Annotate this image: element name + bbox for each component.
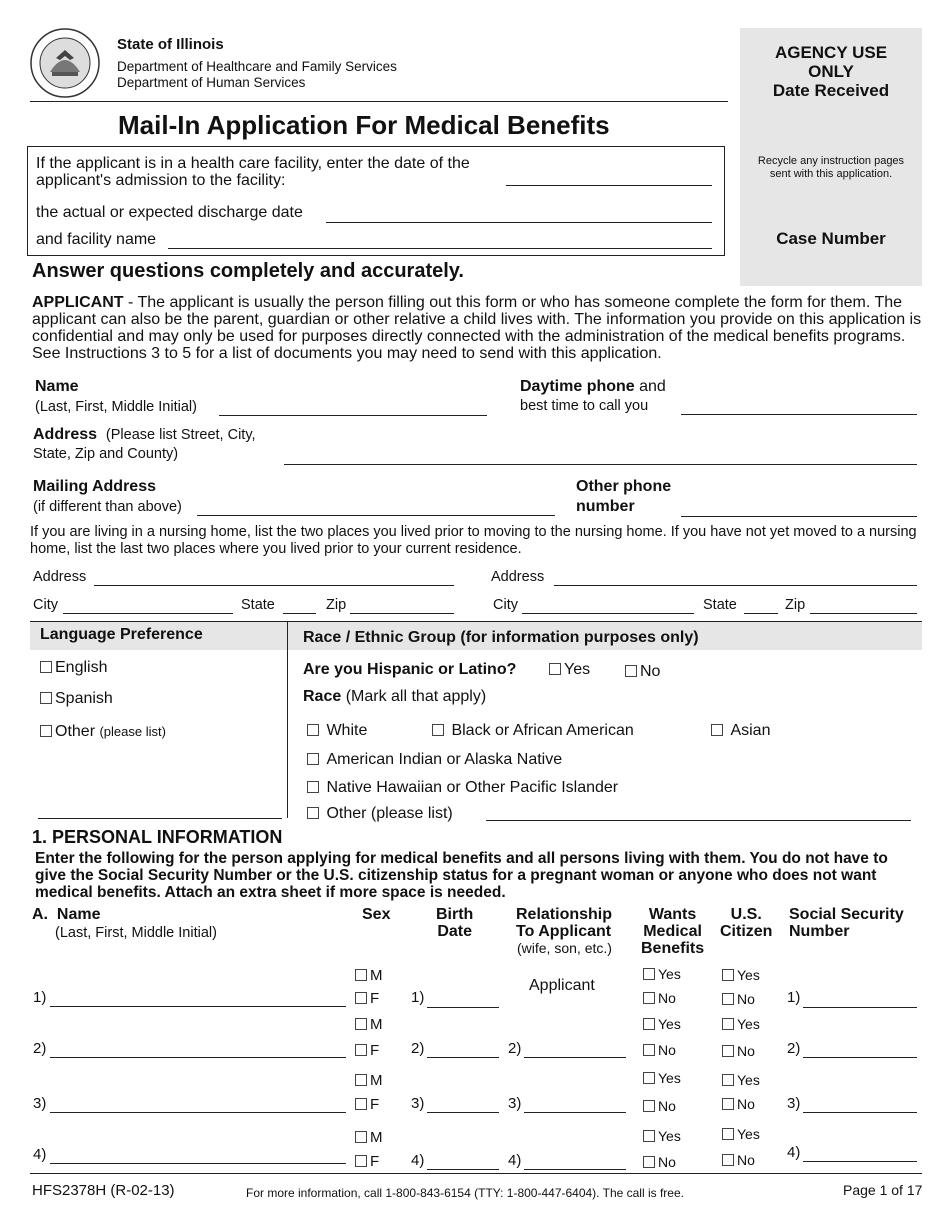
other-phone-label1: Other phone bbox=[576, 478, 672, 495]
address-label-group bbox=[33, 426, 256, 444]
col-rel2: To Applicant bbox=[516, 923, 612, 940]
row3-wants-yes[interactable] bbox=[643, 1070, 681, 1086]
row1-name-field[interactable] bbox=[50, 1006, 346, 1007]
date-received-label: Date Received bbox=[772, 81, 890, 100]
facility-line1: If the applicant is in a health care facility, enter the date of the bbox=[36, 155, 470, 172]
state2-field[interactable] bbox=[744, 613, 778, 614]
row1-ssn-field[interactable] bbox=[803, 1007, 917, 1008]
address-label: Address bbox=[33, 426, 98, 443]
col-wants2: Medical bbox=[643, 923, 702, 940]
race-black-option[interactable] bbox=[432, 722, 634, 740]
lang-english-label: English bbox=[55, 659, 108, 676]
row2-birth-number: 2) bbox=[411, 1040, 425, 1057]
agency-only-label: ONLY bbox=[808, 62, 854, 81]
row2-citizen-yes-checkbox[interactable] bbox=[722, 1018, 734, 1030]
lang-spanish-checkbox[interactable] bbox=[40, 692, 52, 704]
city2-field[interactable] bbox=[522, 613, 694, 614]
col-a-label: A. bbox=[32, 906, 48, 923]
zip1-label: Zip bbox=[326, 597, 347, 613]
row2-citizen-no-label: No bbox=[737, 1043, 755, 1059]
row4-f-checkbox[interactable] bbox=[355, 1155, 367, 1167]
row2-ssn-number: 2) bbox=[787, 1040, 801, 1057]
facility-name-field[interactable] bbox=[168, 248, 712, 249]
row2-number: 2) bbox=[33, 1040, 47, 1057]
row4-wants-no-checkbox[interactable] bbox=[643, 1156, 655, 1168]
row3-wants-no-checkbox[interactable] bbox=[643, 1100, 655, 1112]
col-birth-header bbox=[436, 906, 473, 940]
row2-wants-no-label: No bbox=[658, 1042, 676, 1058]
row2-sex-m[interactable] bbox=[355, 1016, 383, 1033]
row4-wants-yes[interactable] bbox=[643, 1128, 681, 1144]
row4-sex-f[interactable] bbox=[355, 1153, 379, 1170]
row3-birth-field[interactable] bbox=[427, 1112, 499, 1113]
mailing-label: Mailing Address bbox=[33, 478, 156, 495]
race-title: Race / Ethnic Group (for information purposes only) bbox=[303, 629, 699, 646]
row4-citizen-yes[interactable] bbox=[722, 1126, 760, 1142]
race-indian-checkbox[interactable] bbox=[307, 753, 319, 765]
hispanic-no-label: No bbox=[640, 663, 661, 680]
row1-sex-f[interactable] bbox=[355, 990, 379, 1007]
zip2-field[interactable] bbox=[810, 613, 917, 614]
row1-wants-yes[interactable] bbox=[643, 966, 681, 982]
row3-citizen-yes[interactable] bbox=[722, 1072, 760, 1088]
race-white-label: White bbox=[326, 722, 368, 739]
col-wants1: Wants bbox=[648, 906, 697, 923]
col-us2: Citizen bbox=[720, 923, 773, 940]
address-sublabel2: State, Zip and County) bbox=[33, 446, 179, 462]
race-label-sub: (Mark all that apply) bbox=[341, 688, 487, 705]
lang-other-label: Other bbox=[55, 723, 96, 740]
agency-use-label: AGENCY USE bbox=[774, 43, 888, 62]
row4-citizen-no[interactable] bbox=[722, 1152, 755, 1168]
row2-citizen-yes[interactable] bbox=[722, 1016, 760, 1032]
lang-other-option[interactable] bbox=[40, 723, 166, 741]
row3-wants-yes-checkbox[interactable] bbox=[643, 1072, 655, 1084]
row4-wants-no[interactable] bbox=[643, 1154, 676, 1170]
other-phone-field[interactable] bbox=[681, 516, 917, 517]
col-birth2: Date bbox=[437, 923, 472, 940]
row4-citizen-no-label: No bbox=[737, 1152, 755, 1168]
city2-label: City bbox=[493, 597, 518, 613]
race-asian-checkbox[interactable] bbox=[711, 724, 723, 736]
row2-wants-yes-label: Yes bbox=[658, 1016, 681, 1032]
row3-m-label: M bbox=[370, 1072, 383, 1089]
race-other-label: Other (please list) bbox=[326, 805, 453, 822]
col-wants3: Benefits bbox=[641, 940, 705, 957]
row4-citizen-yes-label: Yes bbox=[737, 1126, 760, 1142]
state1-label: State bbox=[241, 597, 275, 613]
col-us1: U.S. bbox=[730, 906, 762, 923]
row2-wants-yes[interactable] bbox=[643, 1016, 681, 1032]
row4-rel-number: 4) bbox=[508, 1152, 522, 1169]
race-hawaiian-option[interactable] bbox=[307, 779, 618, 797]
row4-ssn-number: 4) bbox=[787, 1144, 801, 1161]
lang-english-option[interactable] bbox=[40, 659, 107, 677]
lang-spanish-option[interactable] bbox=[40, 690, 113, 708]
race-other-field[interactable] bbox=[486, 820, 911, 821]
zip1-field[interactable] bbox=[350, 613, 454, 614]
phone-label bbox=[520, 378, 666, 396]
row1-wants-yes-label: Yes bbox=[658, 966, 681, 982]
nursing-instruction: If you are living in a nursing home, list the two places you lived prior to moving to the nursing home. If you have not yet moved to a nursing home, list the last two places where you lived prior to your current residence. bbox=[30, 524, 917, 557]
col-name-header bbox=[32, 906, 100, 924]
race-indian-label: American Indian or Alaska Native bbox=[326, 751, 563, 768]
row4-citizen-no-checkbox[interactable] bbox=[722, 1154, 734, 1166]
discharge-label: the actual or expected discharge date bbox=[36, 204, 303, 221]
lang-other-sublabel: (please list) bbox=[99, 724, 166, 739]
facility-instruction bbox=[36, 155, 470, 189]
prior-address1-field[interactable] bbox=[94, 585, 454, 586]
personal-instructions: Enter the following for the person applying for medical benefits and all persons living with them. You do not have to give the Social Security Number or the U.S. citizenship status for a pregnant woman or anyone who does not want medical benefits. Attach an extra sheet if more space is needed. bbox=[35, 850, 888, 901]
state2-label: State bbox=[703, 597, 737, 613]
row4-f-label: F bbox=[370, 1153, 380, 1170]
row2-citizen-no[interactable] bbox=[722, 1043, 755, 1059]
row1-f-label: F bbox=[370, 990, 380, 1007]
row4-wants-no-label: No bbox=[658, 1154, 676, 1170]
footer-info: For more information, call 1-800-843-6154 (TTY: 1-800-447-6404). The call is free. bbox=[246, 1186, 684, 1200]
phone-label-and: and bbox=[634, 378, 666, 395]
admission-date-field[interactable] bbox=[506, 185, 712, 186]
address-field[interactable] bbox=[284, 464, 917, 465]
state-name: State of Illinois bbox=[117, 36, 224, 53]
personal-section-title: 1. PERSONAL INFORMATION bbox=[32, 827, 283, 847]
department-dhs: Department of Human Services bbox=[117, 75, 306, 90]
col-ssn2: Number bbox=[789, 923, 850, 940]
race-white-option[interactable] bbox=[307, 722, 367, 740]
hispanic-yes-option[interactable] bbox=[549, 661, 590, 679]
case-number-label: Case Number bbox=[776, 229, 886, 248]
hispanic-yes-label: Yes bbox=[564, 661, 591, 678]
col-relationship-header bbox=[516, 906, 612, 957]
row3-f-label: F bbox=[370, 1096, 380, 1113]
row2-f-label: F bbox=[370, 1042, 380, 1059]
hispanic-no-option[interactable] bbox=[625, 663, 660, 681]
col-sex-header: Sex bbox=[362, 906, 391, 923]
phone-field[interactable] bbox=[681, 414, 917, 415]
row2-f-checkbox[interactable] bbox=[355, 1044, 367, 1056]
hispanic-question: Are you Hispanic or Latino? bbox=[303, 661, 517, 678]
row3-rel-number: 3) bbox=[508, 1095, 522, 1112]
applicant-term: APPLICANT bbox=[32, 294, 124, 311]
row1-wants-no[interactable] bbox=[643, 990, 676, 1006]
row2-name-field[interactable] bbox=[50, 1057, 346, 1058]
zip2-label: Zip bbox=[785, 597, 806, 613]
col-ssn-header bbox=[789, 906, 904, 940]
page-number: Page 1 of 17 bbox=[843, 1182, 923, 1198]
facility-name-label: and facility name bbox=[36, 231, 157, 248]
row1-citizen-no[interactable] bbox=[722, 991, 755, 1007]
col-name-sublabel: (Last, First, Middle Initial) bbox=[55, 925, 217, 941]
name-sublabel: (Last, First, Middle Initial) bbox=[35, 399, 197, 415]
row4-wants-yes-label: Yes bbox=[658, 1128, 681, 1144]
row2-rel-field[interactable] bbox=[524, 1057, 626, 1058]
mailing-field[interactable] bbox=[197, 515, 555, 516]
row4-m-label: M bbox=[370, 1129, 383, 1146]
prior-address2-field[interactable] bbox=[554, 585, 917, 586]
row1-m-label: M bbox=[370, 967, 383, 984]
race-asian-label: Asian bbox=[730, 722, 771, 739]
row1-citizen-yes-checkbox[interactable] bbox=[722, 969, 734, 981]
row2-wants-no-checkbox[interactable] bbox=[643, 1044, 655, 1056]
row2-rel-number: 2) bbox=[508, 1040, 522, 1057]
city1-label: City bbox=[33, 597, 58, 613]
row4-m-checkbox[interactable] bbox=[355, 1131, 367, 1143]
row1-citizen-no-label: No bbox=[737, 991, 755, 1007]
row3-citizen-no-checkbox[interactable] bbox=[722, 1098, 734, 1110]
row2-citizen-yes-label: Yes bbox=[737, 1016, 760, 1032]
race-other-checkbox[interactable] bbox=[307, 807, 319, 819]
row1-citizen-yes-label: Yes bbox=[737, 967, 760, 983]
language-title: Language Preference bbox=[40, 626, 203, 643]
prior-address1-label: Address bbox=[33, 569, 87, 585]
col-rel3: (wife, son, etc.) bbox=[517, 940, 612, 956]
facility-line2: applicant's admission to the facility: bbox=[36, 172, 286, 189]
row2-wants-yes-checkbox[interactable] bbox=[643, 1018, 655, 1030]
row4-name-field[interactable] bbox=[50, 1163, 346, 1164]
race-hawaiian-label: Native Hawaiian or Other Pacific Islander bbox=[326, 779, 619, 796]
col-birth1: Birth bbox=[436, 906, 474, 923]
row3-number: 3) bbox=[33, 1095, 47, 1112]
other-phone-label bbox=[576, 477, 671, 517]
row3-wants-no-label: No bbox=[658, 1098, 676, 1114]
row3-name-field[interactable] bbox=[50, 1112, 346, 1113]
race-indian-option[interactable] bbox=[307, 751, 562, 769]
answer-heading: Answer questions completely and accurately. bbox=[32, 260, 464, 282]
race-label bbox=[303, 688, 486, 706]
row2-citizen-no-checkbox[interactable] bbox=[722, 1045, 734, 1057]
city1-field[interactable] bbox=[63, 613, 233, 614]
race-black-label: Black or African American bbox=[451, 722, 634, 739]
row4-birth-field[interactable] bbox=[427, 1169, 499, 1170]
col-rel1: Relationship bbox=[516, 906, 613, 923]
row2-birth-field[interactable] bbox=[427, 1057, 499, 1058]
row3-citizen-no-label: No bbox=[737, 1096, 755, 1112]
race-white-checkbox[interactable] bbox=[307, 724, 319, 736]
row2-m-label: M bbox=[370, 1016, 383, 1033]
row2-m-checkbox[interactable] bbox=[355, 1018, 367, 1030]
row3-birth-number: 3) bbox=[411, 1095, 425, 1112]
phone-label-bold: Daytime phone bbox=[520, 378, 635, 395]
row1-birth-number: 1) bbox=[411, 989, 425, 1006]
row1-ssn-number: 1) bbox=[787, 989, 801, 1006]
row4-number: 4) bbox=[33, 1146, 47, 1163]
row4-citizen-yes-checkbox[interactable] bbox=[722, 1128, 734, 1140]
row2-ssn-field[interactable] bbox=[803, 1057, 917, 1058]
race-asian-option[interactable] bbox=[711, 722, 770, 740]
form-number: HFS2378H (R-02-13) bbox=[32, 1182, 175, 1199]
row3-m-checkbox[interactable] bbox=[355, 1074, 367, 1086]
row1-applicant: Applicant bbox=[529, 977, 595, 994]
department-hfs: Department of Healthcare and Family Services bbox=[117, 59, 397, 74]
discharge-date-field[interactable] bbox=[326, 222, 712, 223]
row4-ssn-field[interactable] bbox=[803, 1161, 917, 1162]
mailing-sublabel: (if different than above) bbox=[33, 499, 182, 515]
applicant-text: - The applicant is usually the person filling out this form or who has someone complete the form for them. The applicant can also be the parent, guardian or other relative a child lives with. The information you provide on this application is confidential and may only be used for purposes directly connected with the administration of the medical benefits programs. See Instructions 3 to 5 for a list of documents you may need to send with this application. bbox=[32, 294, 922, 362]
row1-birth-field[interactable] bbox=[427, 1007, 499, 1008]
col-wants-header bbox=[641, 906, 704, 957]
phone-sublabel: best time to call you bbox=[520, 398, 649, 414]
row4-birth-number: 4) bbox=[411, 1152, 425, 1169]
recycle-note: Recycle any instruction pages sent with this application. bbox=[757, 155, 905, 180]
applicant-paragraph bbox=[32, 294, 922, 362]
row3-wants-yes-label: Yes bbox=[658, 1070, 681, 1086]
row1-m-checkbox[interactable] bbox=[355, 969, 367, 981]
state1-field[interactable] bbox=[283, 613, 316, 614]
row1-wants-no-checkbox[interactable] bbox=[643, 992, 655, 1004]
hispanic-yes-checkbox[interactable] bbox=[549, 663, 561, 675]
row3-citizen-yes-checkbox[interactable] bbox=[722, 1074, 734, 1086]
page-title: Mail-In Application For Medical Benefits bbox=[118, 110, 610, 140]
row3-ssn-field[interactable] bbox=[803, 1112, 917, 1113]
row1-citizen-yes[interactable] bbox=[722, 967, 760, 983]
row3-sex-m[interactable] bbox=[355, 1072, 383, 1089]
name-field[interactable] bbox=[219, 415, 487, 416]
row3-f-checkbox[interactable] bbox=[355, 1098, 367, 1110]
row2-sex-f[interactable] bbox=[355, 1042, 379, 1059]
row3-sex-f[interactable] bbox=[355, 1096, 379, 1113]
race-black-checkbox[interactable] bbox=[432, 724, 444, 736]
race-hawaiian-checkbox[interactable] bbox=[307, 781, 319, 793]
row1-number: 1) bbox=[33, 989, 47, 1006]
agency-use-box bbox=[740, 28, 922, 286]
address-sublabel1: (Please list Street, City, bbox=[105, 427, 256, 443]
name-label: Name bbox=[35, 378, 79, 395]
hispanic-no-checkbox[interactable] bbox=[625, 665, 637, 677]
row2-wants-no[interactable] bbox=[643, 1042, 676, 1058]
row3-wants-no[interactable] bbox=[643, 1098, 676, 1114]
col-citizen-header bbox=[720, 906, 772, 940]
prior-address2-label: Address bbox=[491, 569, 545, 585]
row3-ssn-number: 3) bbox=[787, 1095, 801, 1112]
race-other-option[interactable] bbox=[307, 805, 453, 823]
row1-wants-no-label: No bbox=[658, 990, 676, 1006]
lang-english-checkbox[interactable] bbox=[40, 661, 52, 673]
row3-citizen-yes-label: Yes bbox=[737, 1072, 760, 1088]
row1-wants-yes-checkbox[interactable] bbox=[643, 968, 655, 980]
row3-rel-field[interactable] bbox=[524, 1112, 626, 1113]
race-label-bold: Race bbox=[303, 688, 342, 705]
row4-sex-m[interactable] bbox=[355, 1129, 383, 1146]
state-seal-logo bbox=[30, 28, 100, 98]
row1-f-checkbox[interactable] bbox=[355, 992, 367, 1004]
other-phone-label2: number bbox=[576, 498, 635, 515]
col-ssn1: Social Security bbox=[789, 906, 904, 923]
lang-other-field[interactable] bbox=[38, 818, 282, 819]
row1-sex-m[interactable] bbox=[355, 967, 383, 984]
lang-spanish-label: Spanish bbox=[55, 690, 113, 707]
lang-other-checkbox[interactable] bbox=[40, 725, 52, 737]
row4-wants-yes-checkbox[interactable] bbox=[643, 1130, 655, 1142]
row3-citizen-no[interactable] bbox=[722, 1096, 755, 1112]
col-name-label: Name bbox=[56, 906, 101, 923]
row1-citizen-no-checkbox[interactable] bbox=[722, 993, 734, 1005]
row4-rel-field[interactable] bbox=[524, 1169, 626, 1170]
